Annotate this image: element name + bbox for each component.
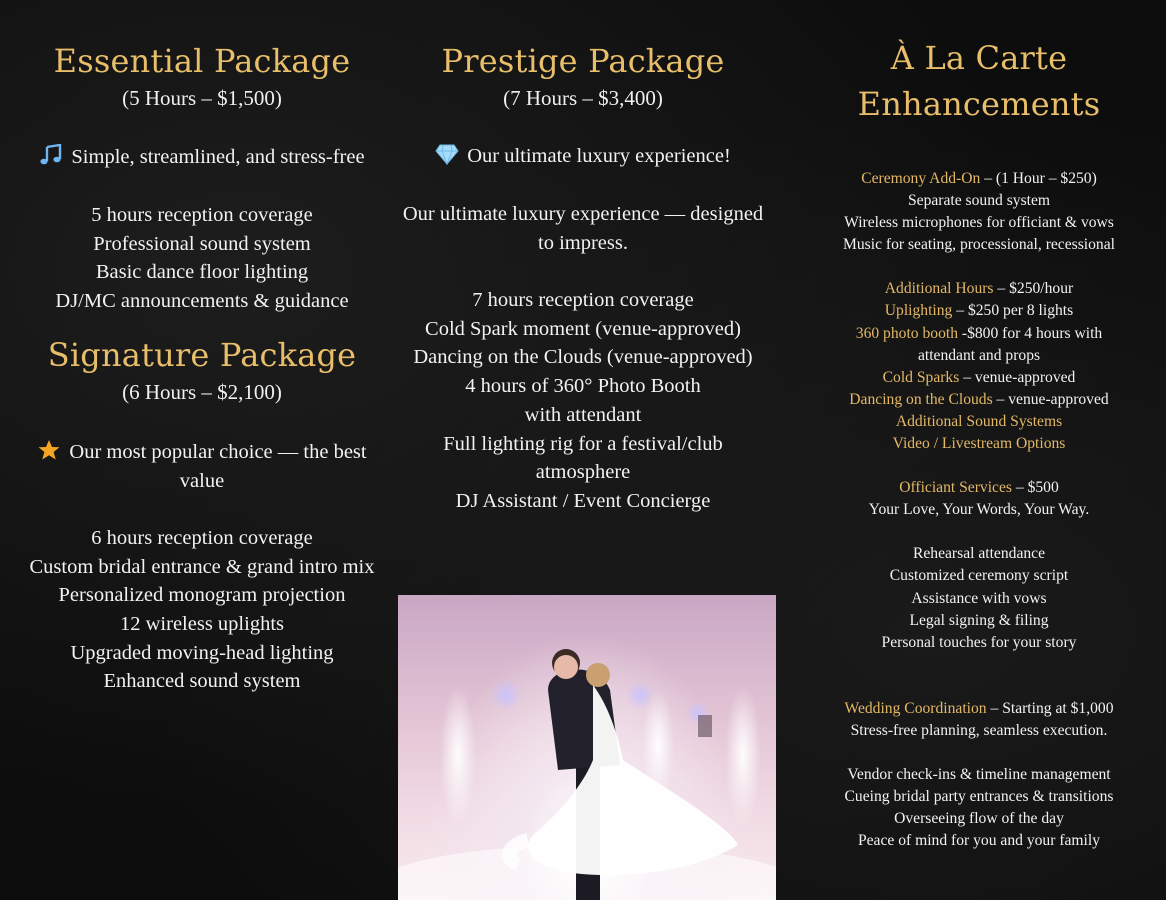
list-item: with attendant — [524, 403, 642, 426]
sound-systems-label: Additional Sound Systems — [895, 412, 1063, 430]
sparks-row — [792, 367, 1166, 389]
list-item: 12 wireless uplights — [120, 612, 284, 635]
booth-row — [792, 323, 1166, 345]
list-item: Music for seating, processional, recessional — [843, 236, 1115, 254]
list-item: 6 hours reception coverage — [91, 526, 313, 549]
list-item: Enhanced sound system — [103, 670, 301, 693]
list-item: Wireless microphones for officiant & vows — [844, 214, 1114, 232]
clouds-price: – venue-approved — [992, 390, 1109, 408]
coordination-tagline: Stress-free planning, seamless execution. — [850, 721, 1108, 739]
list-item: atmosphere — [535, 461, 631, 484]
list-item: 7 hours reception coverage — [472, 289, 694, 311]
booth-row-2: attendant and props — [917, 346, 1041, 364]
prestige-intro-1: Our ultimate luxury experience — designed — [402, 203, 764, 225]
officiant-tagline: Your Love, Your Words, Your Way. — [868, 501, 1090, 519]
prestige-title: Prestige Package — [441, 42, 725, 80]
officiant-price: – $500 — [1011, 479, 1059, 497]
essential-tagline: Simple, streamlined, and stress-free — [71, 146, 365, 168]
list-item: Full lighting rig for a festival/club — [443, 432, 723, 455]
list-item: Rehearsal attendance — [912, 545, 1046, 563]
list-item: Separate sound system — [907, 192, 1051, 210]
coordination-row — [792, 698, 1166, 720]
right-column — [792, 0, 1166, 852]
uplighting-row — [792, 300, 1166, 322]
list-item: Peace of mind for you and your family — [857, 832, 1101, 850]
alacarte-title-2: Enhancements — [857, 85, 1101, 123]
couple-illustration — [398, 595, 776, 900]
spacer — [792, 521, 1166, 543]
uplighting-price: – $250 per 8 lights — [952, 302, 1074, 320]
middle-column — [396, 0, 770, 516]
coordination-price: – Starting at $1,000 — [986, 699, 1114, 717]
alacarte-title-1: À La Carte — [890, 39, 1068, 77]
signature-features — [0, 524, 404, 696]
list-item: Cold Spark moment (venue-approved) — [425, 317, 741, 340]
prestige-price: (7 Hours – $3,400) — [503, 86, 663, 110]
prestige-features — [396, 286, 770, 516]
coordination-label: Wedding Coordination — [844, 699, 987, 717]
prestige-tagline-row — [396, 142, 770, 171]
hours-label: Additional Hours — [884, 280, 994, 298]
officiant-label: Officiant Services — [899, 479, 1012, 497]
ceremony-price: – (1 Hour – $250) — [980, 170, 1097, 187]
signature-price: (6 Hours – $2,100) — [122, 379, 282, 404]
prestige-tagline: Our ultimate luxury experience! — [467, 145, 731, 167]
list-item: DJ Assistant / Event Concierge — [455, 489, 711, 512]
hours-row — [792, 278, 1166, 300]
booth-label: 360 photo booth — [855, 324, 958, 342]
prestige-intro-2: to impress. — [538, 232, 628, 254]
list-item: 5 hours reception coverage — [91, 204, 313, 226]
star-icon — [37, 439, 61, 461]
spacer — [792, 256, 1166, 278]
ceremony-row — [792, 168, 1166, 190]
list-item: 4 hours of 360° Photo Booth — [465, 375, 701, 398]
video-label: Video / Livestream Options — [892, 435, 1066, 453]
list-item: Personalized monogram projection — [58, 584, 346, 607]
sparks-label: Cold Sparks — [882, 368, 960, 386]
spacer — [792, 654, 1166, 698]
list-item: Assistance with vows — [911, 589, 1047, 607]
list-item: Upgraded moving-head lighting — [70, 641, 334, 664]
sparks-price: – venue-approved — [959, 368, 1076, 386]
clouds-label: Dancing on the Clouds — [849, 390, 993, 408]
essential-title: Essential Package — [53, 42, 351, 80]
clouds-row — [792, 389, 1166, 411]
list-item: Basic dance floor lighting — [95, 261, 309, 284]
diamond-icon — [435, 143, 459, 165]
list-item: Overseeing flow of the day — [894, 810, 1064, 828]
ceremony-label: Ceremony Add-On — [861, 170, 981, 187]
officiant-row — [792, 477, 1166, 499]
signature-title: Signature Package — [47, 335, 357, 374]
signature-tagline-row — [0, 438, 404, 467]
list-item: Cueing bridal party entrances & transitions — [844, 788, 1114, 806]
signature-tagline-2: value — [179, 469, 225, 492]
essential-features — [0, 201, 404, 316]
spacer — [792, 455, 1166, 477]
booth-price: -$800 for 4 hours with — [958, 324, 1103, 342]
hours-price: – $250/hour — [993, 280, 1074, 298]
list-item: Custom bridal entrance & grand intro mix — [29, 555, 375, 578]
list-item: Legal signing & filing — [909, 611, 1049, 629]
list-item: Vendor check-ins & timeline management — [847, 765, 1111, 783]
essential-tagline-row — [0, 143, 404, 172]
list-item: DJ/MC announcements & guidance — [55, 290, 349, 313]
list-item: Dancing on the Clouds (venue-approved) — [413, 346, 753, 369]
music-note-icon — [39, 144, 63, 166]
uplighting-label: Uplighting — [884, 302, 953, 320]
list-item: Customized ceremony script — [889, 567, 1069, 585]
left-column — [0, 0, 404, 696]
signature-tagline: Our most popular choice — the best — [69, 440, 367, 463]
alacarte-list — [792, 168, 1166, 852]
essential-price: (5 Hours – $1,500) — [122, 86, 282, 110]
list-item: Professional sound system — [93, 232, 311, 255]
list-item: Personal touches for your story — [881, 633, 1077, 651]
spacer — [792, 742, 1166, 764]
wedding-dance-photo — [398, 595, 776, 900]
